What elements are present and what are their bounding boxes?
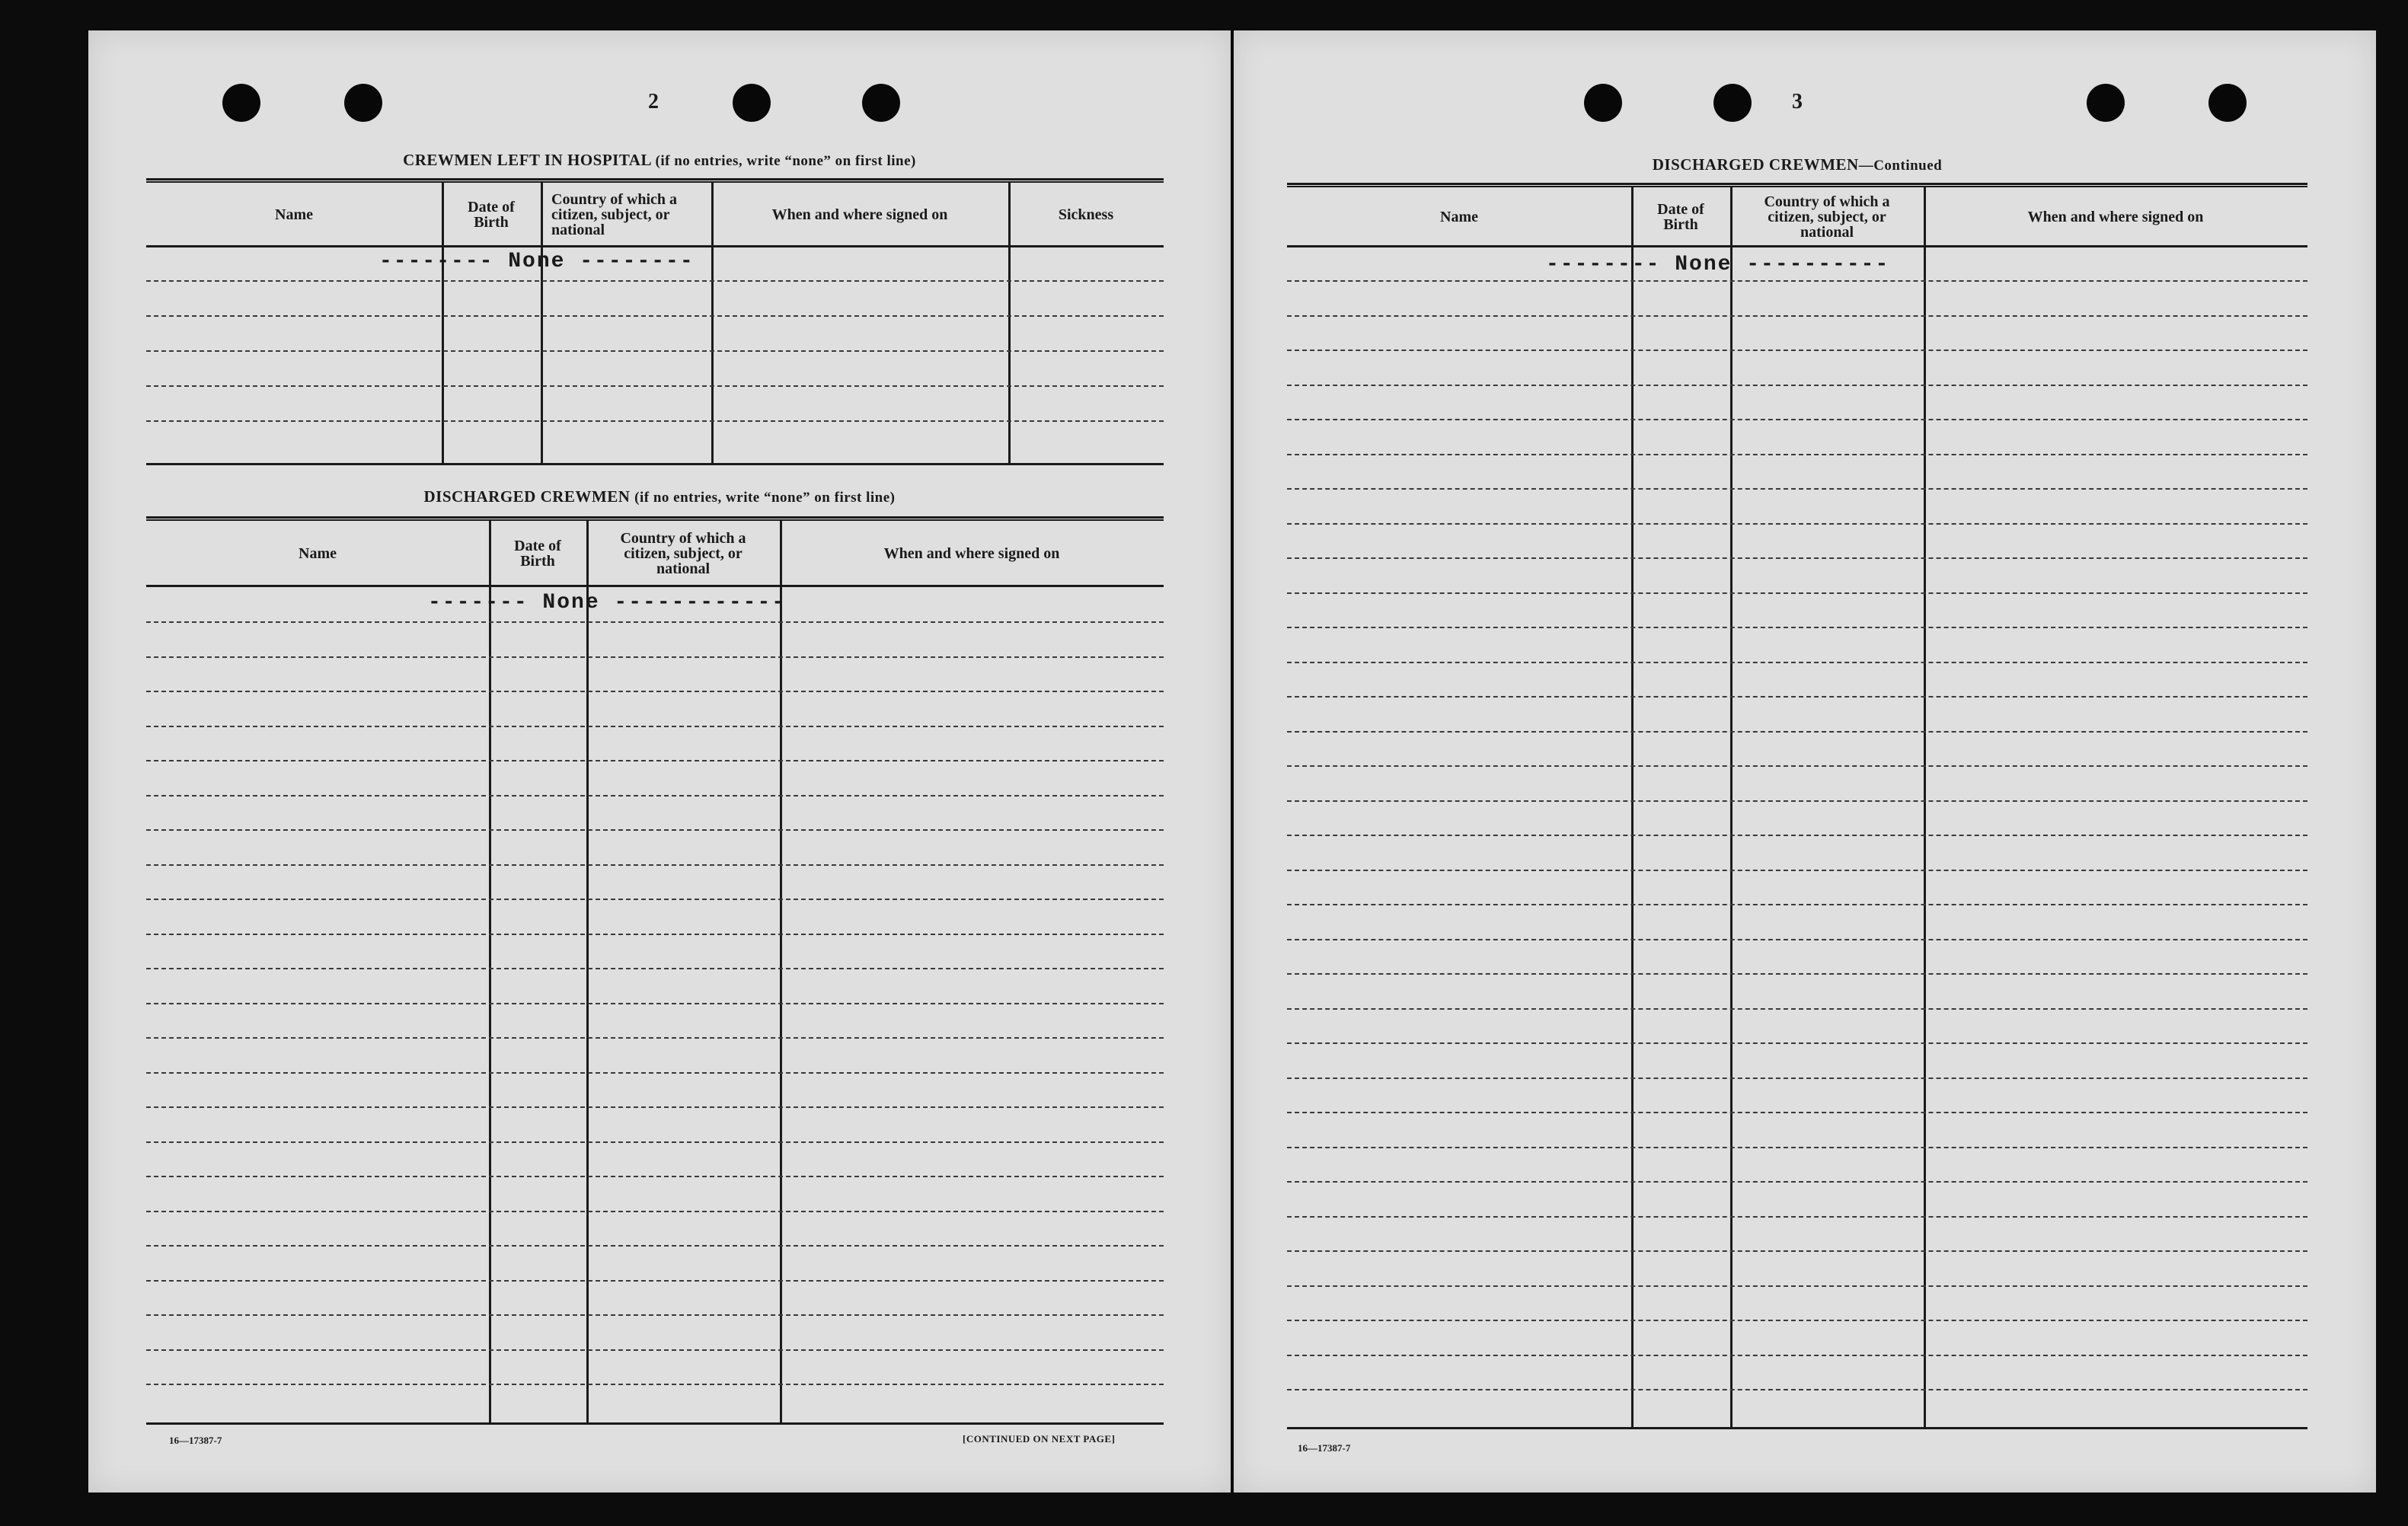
none-entry: -------- None ---------- [1546, 253, 1890, 276]
table-row-line [1287, 454, 2307, 455]
table-row-line [1287, 939, 2307, 940]
table-header-rule [146, 585, 1164, 587]
discharged-title-text: DISCHARGED CREWMEN [423, 487, 631, 506]
hospital-title-instruction: (if no entries, write “none” on first line) [655, 153, 916, 169]
table-row-line [146, 315, 1164, 317]
column-header-name: Name [299, 545, 337, 562]
column-header-date-of-birth: Date of Birth [468, 199, 515, 231]
column-header-sickness: Sickness [1058, 206, 1114, 223]
table-row-line [146, 1037, 1164, 1039]
table-row-line [1287, 385, 2307, 386]
discharged-continued-table [1287, 183, 2307, 1432]
table-top-rule [146, 516, 1164, 521]
table-row-line [146, 968, 1164, 969]
discharged-continued-title-suffix: —Continued [1858, 158, 1943, 174]
table-row-line [1287, 765, 2307, 767]
discharged-section-title [149, 487, 1170, 506]
discharged-continued-title [1264, 155, 2330, 174]
table-row-line [146, 656, 1164, 658]
table-row-line [1287, 1285, 2307, 1287]
hospital-table [146, 178, 1164, 465]
left-page [88, 30, 1231, 1492]
table-row-line [1287, 870, 2307, 871]
table-row-line [1287, 1355, 2307, 1356]
column-header-signed-on: When and where signed on [883, 545, 1060, 562]
table-row-line [146, 934, 1164, 935]
hospital-section-title [149, 151, 1170, 170]
table-row-line [1287, 904, 2307, 905]
table-row-line [1287, 592, 2307, 594]
table-row-line [1287, 280, 2307, 282]
table-row-line [146, 1072, 1164, 1074]
table-top-rule [1287, 183, 2307, 187]
punch-hole [222, 84, 260, 122]
table-bottom-rule [1287, 1427, 2307, 1429]
table-bottom-rule [146, 463, 1164, 465]
table-row-line [146, 1211, 1164, 1212]
table-row-line [1287, 731, 2307, 733]
table-bottom-rule [146, 1422, 1164, 1425]
punch-hole [2087, 84, 2125, 122]
column-header-date-of-birth: Date of Birth [514, 538, 561, 570]
column-header-signed-on: When and where signed on [2027, 209, 2204, 225]
table-row-line [146, 1349, 1164, 1351]
table-row-line [146, 1245, 1164, 1247]
table-row-line [1287, 1216, 2307, 1218]
table-row-line [146, 1003, 1164, 1004]
table-row-line [1287, 1008, 2307, 1010]
right-page [1234, 30, 2376, 1492]
continued-note: [CONTINUED ON NEXT PAGE] [963, 1433, 1116, 1445]
table-row-line [1287, 557, 2307, 559]
column-header-country: Country of which a citizen, subject, or national [620, 530, 746, 577]
table-row-line [1287, 1181, 2307, 1183]
form-number: 16—17387-7 [1298, 1442, 1351, 1454]
table-header-rule [146, 245, 1164, 247]
punch-hole [1584, 84, 1622, 122]
discharged-continued-title-text: DISCHARGED CREWMEN [1652, 155, 1859, 174]
table-row-line [1287, 1042, 2307, 1044]
hospital-title-text: CREWMEN LEFT IN HOSPITAL [403, 151, 651, 169]
table-row-line [146, 420, 1164, 422]
table-row-line [1287, 662, 2307, 663]
column-divider [1730, 187, 1733, 1429]
table-row-line [146, 1106, 1164, 1108]
table-row-line [146, 1176, 1164, 1177]
discharged-title-instruction: (if no entries, write “none” on first line) [634, 490, 896, 506]
table-row-line [146, 350, 1164, 352]
table-row-line [1287, 350, 2307, 351]
table-row-line [146, 795, 1164, 797]
table-row-line [1287, 1250, 2307, 1252]
table-row-line [1287, 696, 2307, 698]
punch-hole [344, 84, 382, 122]
table-header-rule [1287, 245, 2307, 247]
table-row-line [1287, 488, 2307, 490]
punch-hole [1713, 84, 1752, 122]
page-number: 3 [1792, 90, 1803, 113]
column-header-name: Name [1440, 209, 1478, 225]
table-row-line [146, 1280, 1164, 1282]
column-divider [1924, 187, 1926, 1429]
column-header-country: Country of which a citizen, subject, or national [1764, 193, 1890, 241]
table-top-rule [146, 178, 1164, 183]
column-header-date-of-birth: Date of Birth [1657, 201, 1704, 233]
punch-hole [2208, 84, 2247, 122]
table-row-line [1287, 523, 2307, 525]
none-entry: -------- None -------- [379, 250, 695, 273]
table-row-line [1287, 1389, 2307, 1390]
column-header-signed-on: When and where signed on [771, 206, 948, 223]
table-row-line [146, 280, 1164, 282]
column-divider [1631, 187, 1634, 1429]
table-row-line [146, 1314, 1164, 1316]
table-row-line [1287, 835, 2307, 836]
column-header-name: Name [275, 206, 313, 223]
table-row-line [146, 1384, 1164, 1385]
table-row-line [1287, 1077, 2307, 1079]
table-row-line [146, 829, 1164, 831]
punch-hole [733, 84, 771, 122]
table-row-line [1287, 419, 2307, 420]
table-row-line [146, 899, 1164, 900]
table-row-line [1287, 800, 2307, 802]
table-row-line [1287, 1147, 2307, 1148]
table-row-line [146, 385, 1164, 387]
punch-hole [862, 84, 900, 122]
discharged-table [146, 516, 1164, 1427]
none-entry: ------- None ------------ [428, 591, 787, 615]
page-number: 2 [648, 90, 659, 113]
table-row-line [146, 621, 1164, 623]
form-number: 16—17387-7 [169, 1435, 222, 1446]
table-row-line [146, 691, 1164, 692]
table-row-line [1287, 1112, 2307, 1113]
table-row-line [146, 1141, 1164, 1143]
column-header-country: Country of which a citizen, subject, or national [551, 191, 678, 238]
table-row-line [146, 760, 1164, 761]
table-row-line [146, 726, 1164, 727]
table-row-line [146, 864, 1164, 866]
table-row-line [1287, 1320, 2307, 1321]
table-row-line [1287, 627, 2307, 628]
table-row-line [1287, 973, 2307, 975]
table-row-line [1287, 315, 2307, 317]
